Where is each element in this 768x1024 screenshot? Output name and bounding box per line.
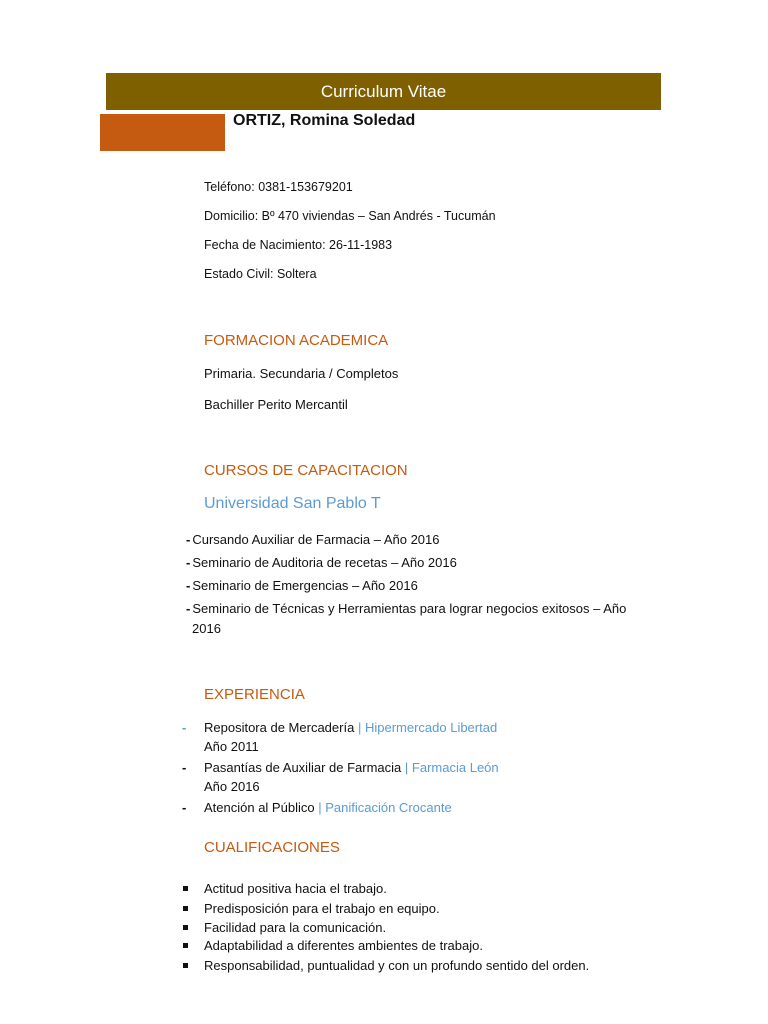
square-bullet-icon (183, 963, 188, 968)
course-text: Seminario de Técnicas y Herramientas para lograr negocios exitosos – Año (192, 601, 627, 616)
qualifications-heading: CUALIFICACIONES (204, 839, 340, 856)
address-text: Domicilio: Bº 470 viviendas – San Andrés - Tucumán (204, 209, 496, 223)
course-item (186, 576, 656, 596)
phone-text: Teléfono: 0381-153679201 (204, 180, 353, 194)
experience-role: Repositora de Mercadería (204, 720, 355, 735)
dash-bullet: - (182, 720, 187, 735)
courses-heading: CURSOS DE CAPACITACION (204, 462, 408, 479)
experience-year: Año 2011 (204, 739, 259, 754)
qualification-item: Adaptabilidad a diferentes ambientes de trabajo. (204, 938, 483, 953)
dash-bullet: - (186, 601, 191, 616)
qualification-item: Responsabilidad, puntualidad y con un profundo sentido del orden. (204, 958, 590, 973)
qualification-item: Actitud positiva hacia el trabajo. (204, 881, 387, 896)
experience-year: Año 2016 (204, 779, 260, 794)
dash-bullet: - (186, 532, 191, 547)
experience-item (204, 760, 499, 775)
experience-role: Pasantías de Auxiliar de Farmacia (204, 760, 402, 775)
square-bullet-icon (183, 943, 188, 948)
experience-company: Hipermercado Libertad (364, 720, 498, 735)
experience-heading: EXPERIENCIA (204, 686, 305, 703)
experience-company: Farmacia León (411, 760, 499, 775)
title-bar (106, 73, 661, 110)
separator: | (357, 720, 362, 735)
decorative-block (100, 114, 225, 151)
education-item: Primaria. Secundaria / Completos (204, 366, 399, 381)
course-text: Seminario de Emergencias – Año 2016 (192, 578, 418, 593)
experience-role: Atención al Público (204, 800, 315, 815)
course-text-continuation: 2016 (192, 621, 221, 636)
course-text: Seminario de Auditoria de recetas – Año 2016 (192, 555, 457, 570)
dash-bullet: - (182, 800, 187, 815)
education-heading: FORMACION ACADEMICA (204, 332, 389, 349)
separator: | (318, 800, 322, 815)
course-item (186, 530, 656, 550)
experience-item (204, 720, 497, 735)
dash-bullet: - (182, 760, 187, 775)
separator: | (404, 760, 409, 775)
candidate-name: ORTIZ, Romina Soledad (233, 112, 416, 129)
birthdate-text: Fecha de Nacimiento: 26-11-1983 (204, 238, 393, 252)
square-bullet-icon (183, 925, 188, 930)
education-item: Bachiller Perito Mercantil (204, 397, 348, 412)
institution-heading: Universidad San Pablo T (204, 495, 381, 512)
qualification-item: Facilidad para la comunicación. (204, 920, 387, 935)
course-item (186, 599, 656, 639)
qualification-item: Predisposición para el trabajo en equipo. (204, 901, 440, 916)
dash-bullet: - (186, 555, 191, 570)
dash-bullet: - (186, 578, 191, 593)
course-text: Cursando Auxiliar de Farmacia – Año 2016 (192, 532, 440, 547)
course-item (186, 553, 656, 573)
civil-status-text: Estado Civil: Soltera (204, 267, 317, 281)
experience-company: Panificación Crocante (325, 800, 452, 815)
square-bullet-icon (183, 906, 188, 911)
square-bullet-icon (183, 886, 188, 891)
experience-item (204, 800, 452, 815)
document-title: Curriculum Vitae (320, 81, 447, 101)
